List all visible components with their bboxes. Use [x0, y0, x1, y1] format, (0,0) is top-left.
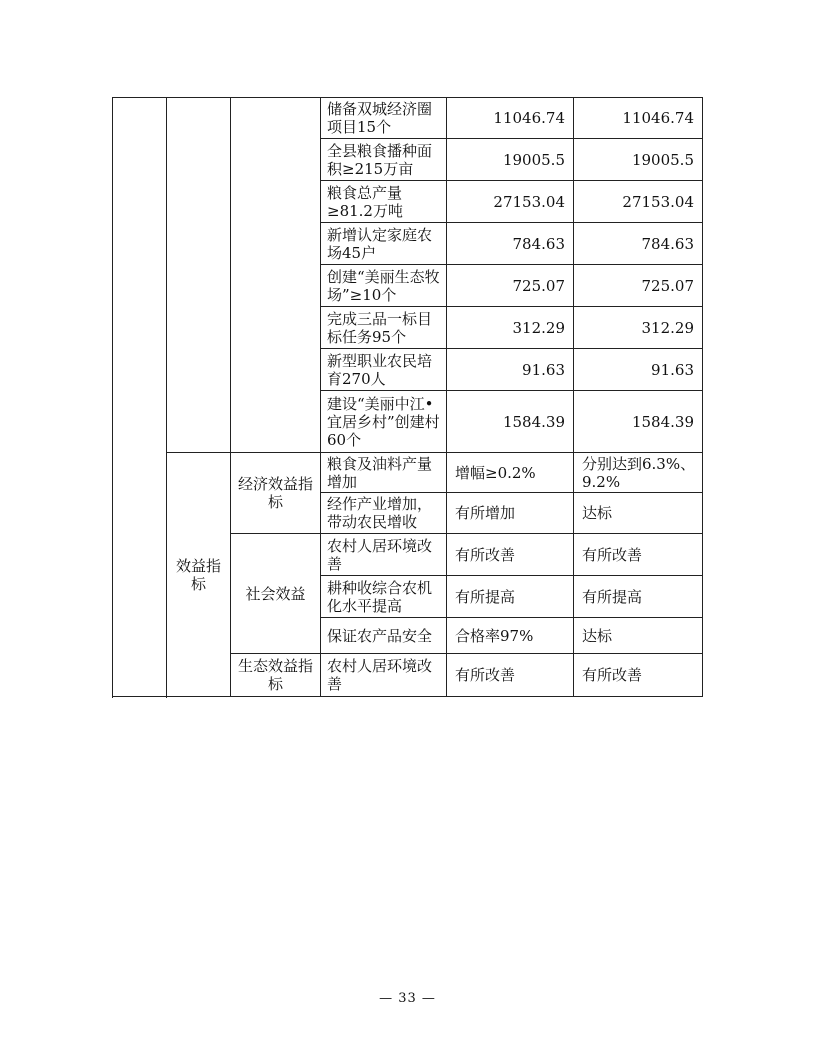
budget-value-cell: 312.29: [447, 307, 574, 349]
level1-indicator-cell: [113, 98, 167, 697]
indicator-cell: 完成三品一标目标任务95个: [321, 307, 447, 349]
actual-value-cell: 91.63: [574, 349, 703, 391]
actual-value-cell: 有所改善: [574, 654, 703, 697]
indicator-cell: 新型职业农民培育270人: [321, 349, 447, 391]
category-social: 社会效益: [231, 534, 321, 654]
budget-value-cell: 27153.04: [447, 181, 574, 223]
indicator-cell: 建设“美丽中江•宜居乡村”创建村60个: [321, 391, 447, 453]
actual-value-cell: 达标: [574, 493, 703, 534]
indicator-cell: 储备双城经济圈项目15个: [321, 98, 447, 139]
level2-indicator-cell: [167, 98, 231, 453]
actual-value-cell: 725.07: [574, 265, 703, 307]
indicator-cell: 农村人居环境改善: [321, 654, 447, 697]
benefit-indicator-label: 效益指标: [167, 453, 231, 697]
actual-value-cell: 有所提高: [574, 576, 703, 618]
target-value-cell: 有所改善: [447, 654, 574, 697]
table-row: [113, 453, 703, 493]
indicator-cell: 经作产业增加，带动农民增收: [321, 493, 447, 534]
page-number: — 33 —: [379, 991, 436, 1006]
indicator-cell: 保证农产品安全: [321, 618, 447, 654]
budget-value-cell: 11046.74: [447, 98, 574, 139]
budget-value-cell: 91.63: [447, 349, 574, 391]
performance-indicator-table: [112, 97, 703, 697]
actual-value-cell: 达标: [574, 618, 703, 654]
target-value-cell: 有所提高: [447, 576, 574, 618]
performance-table-wrapper: [112, 97, 703, 697]
budget-value-cell: 784.63: [447, 223, 574, 265]
budget-value-cell: 725.07: [447, 265, 574, 307]
level3-indicator-cell: [231, 98, 321, 453]
indicator-cell: 全县粮食播种面积≥215万亩: [321, 139, 447, 181]
actual-value-cell: 1584.39: [574, 391, 703, 453]
indicator-cell: 农村人居环境改善: [321, 534, 447, 576]
budget-value-cell: 1584.39: [447, 391, 574, 453]
actual-value-cell: 19005.5: [574, 139, 703, 181]
category-economic: 经济效益指标: [231, 453, 321, 534]
target-value-cell: 增幅≥0.2%: [447, 453, 574, 493]
target-value-cell: 合格率97%: [447, 618, 574, 654]
indicator-cell: 粮食总产量≥81.2万吨: [321, 181, 447, 223]
indicator-cell: 创建“美丽生态牧场”≥10个: [321, 265, 447, 307]
table-row: [113, 98, 703, 139]
actual-value-cell: 分别达到6.3%、9.2%: [574, 453, 703, 493]
actual-value-cell: 784.63: [574, 223, 703, 265]
actual-value-cell: 11046.74: [574, 98, 703, 139]
target-value-cell: 有所改善: [447, 534, 574, 576]
actual-value-cell: 27153.04: [574, 181, 703, 223]
actual-value-cell: 312.29: [574, 307, 703, 349]
indicator-cell: 新增认定家庭农场45户: [321, 223, 447, 265]
actual-value-cell: 有所改善: [574, 534, 703, 576]
category-ecological: 生态效益指标: [231, 654, 321, 697]
indicator-cell: 耕种收综合农机化水平提高: [321, 576, 447, 618]
indicator-cell: 粮食及油料产量增加: [321, 453, 447, 493]
target-value-cell: 有所增加: [447, 493, 574, 534]
budget-value-cell: 19005.5: [447, 139, 574, 181]
